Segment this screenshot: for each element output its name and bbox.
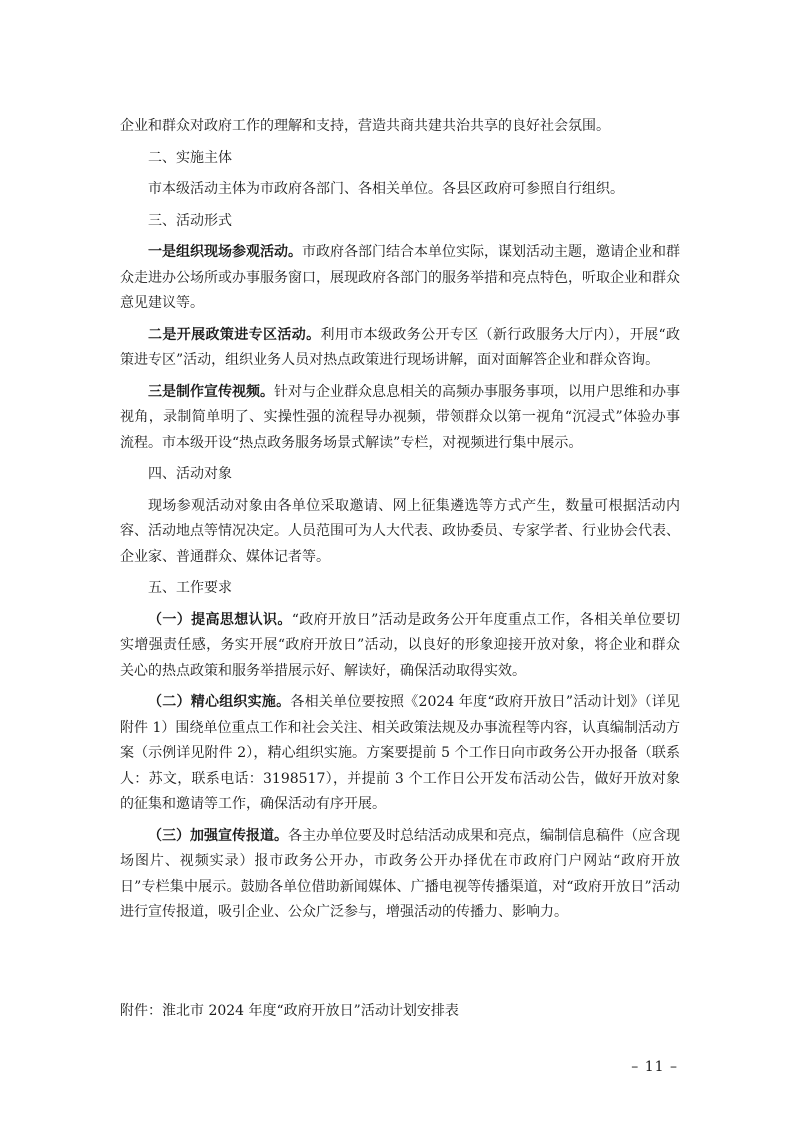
paragraph-activity-form-1	[120, 240, 680, 317]
paragraph-activity-form-2	[120, 323, 680, 374]
lead-text: （二）精心组织实施。	[148, 694, 291, 710]
lead-text: 三是制作宣传视频。	[148, 383, 274, 400]
attachment-note: 附件：淮北市 2024 年度“政府开放日”活动计划安排表	[120, 1003, 459, 1019]
paragraph-requirement-3	[120, 824, 680, 926]
paragraph-activity-targets: 现场参观活动对象由各单位采取邀请、网上征集遴选等方式产生，数量可根据活动内容、活动地点等情况决定。人员范围可为人大代表、政协委员、专家学者、行业协会代表、企业家、普通群众、媒体记者等。	[120, 497, 680, 565]
page-number: – 11 –	[631, 1059, 678, 1075]
body-text: 针对与企业群众息息相关的高频办事服务事项，以用户思维和办事视角，录制简单明了、实操性强的流程导办视频，带领群众以第一视角“沉浸式”体验办事流程。市本级开设“热点政务服务场景式解读”专栏，对视频进行集中展示。	[120, 383, 680, 451]
lead-text: 一是组织现场参观活动。	[148, 244, 302, 260]
body-text: “政府开放日”活动是政务公开年度重点工作，各相关单位要切实增强责任感，务实开展“政府开放日”活动，以良好的形象迎接开放对象，将企业和群众关心的热点政策和服务举措展示好、解读好，确保活动取得实效。	[120, 611, 680, 679]
lead-text: 二是开展政策进专区活动。	[148, 326, 321, 343]
paragraph-continuation: 企业和群众对政府工作的理解和支持，营造共商共建共治共享的良好社会氛围。	[120, 118, 610, 134]
body-text: 各相关单位要按照《2024 年度“政府开放日”活动计划》（详见附件 1）围绕单位重点工作和社会关注、相关政策法规及办事流程等内容，认真编制活动方案（示例详见附件 2），精心组织实施。方案要提前 5 个工作日向市政务公开办报备（联系人：苏文，联系电话：3198517），并提前 3 个工作日公开发布活动公告，做好开放对象的征集和邀请等工作，确保活动有序开展。	[120, 694, 680, 812]
body-text: 各主办单位要及时总结活动成果和亮点，编制信息稿件（应含现场图片、视频实录）报市政务公开办，市政务公开办择优在市政府门户网站“政府开放日”专栏集中展示。鼓励各单位借助新闻媒体、广播电视等传播渠道，对“政府开放日”活动进行宣传报道，吸引企业、公众广泛参与，增强活动的传播力、影响力。	[120, 827, 680, 920]
lead-text: （一）提高思想认识。	[148, 611, 292, 628]
paragraph-requirement-2	[120, 690, 680, 818]
body-text: 利用市本级政务公开专区（新行政服务大厅内），开展“政策进专区”活动，组织业务人员对热点政策进行现场讲解，面对面解答企业和群众咨询。	[120, 326, 681, 368]
section-heading-implementers: 二、实施主体	[148, 149, 232, 166]
paragraph-requirement-1	[120, 608, 680, 685]
section-heading-work-requirements: 五、工作要求	[148, 580, 232, 596]
paragraph-activity-form-3	[120, 380, 680, 457]
document-body	[120, 114, 680, 932]
lead-text: （三）加强宣传报道。	[148, 827, 288, 844]
section-heading-activity-forms: 三、活动形式	[148, 212, 232, 229]
paragraph-implementers: 市本级活动主体为市政府各部门、各相关单位。各县区政府可参照自行组织。	[148, 181, 624, 197]
body-text: 市政府各部门结合本单位实际，谋划活动主题，邀请企业和群众走进办公场所或办事服务窗口，展现政府各部门的服务举措和亮点特色，听取企业和群众意见建议等。	[120, 244, 680, 311]
section-heading-activity-targets: 四、活动对象	[148, 466, 232, 482]
